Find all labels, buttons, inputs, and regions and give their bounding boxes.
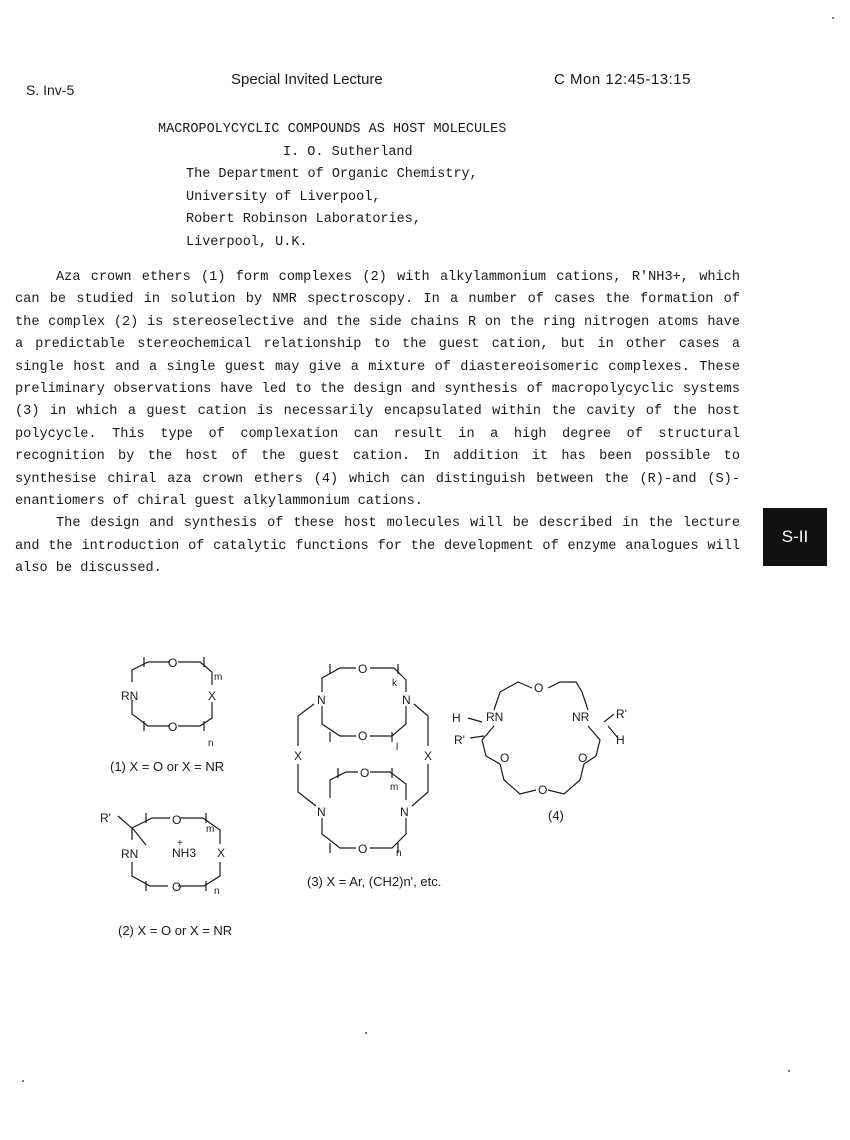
affiliation-line-3: Robert Robinson Laboratories, [186, 212, 421, 227]
s4-r-right: R' [616, 707, 627, 721]
session-time: C Mon 12:45-13:15 [554, 71, 691, 88]
s4-r-left: R' [454, 733, 465, 747]
s3-o-4: O [358, 842, 368, 856]
s2-nh3-label: NH3 [172, 846, 197, 860]
s3-n-upper-left: N [317, 693, 326, 707]
paper-title: MACROPOLYCYCLIC COMPOUNDS AS HOST MOLECULES [158, 122, 507, 137]
s3-o-1: O [358, 662, 368, 676]
s1-caption: (1) X = O or X = NR [110, 759, 225, 774]
lecture-type: Special Invited Lecture [231, 71, 383, 88]
affiliation-line-1: The Department of Organic Chemistry, [186, 167, 478, 182]
chemical-structures-figure [0, 640, 850, 950]
s3-m-label: m [390, 782, 399, 793]
affiliation-line-2: University of Liverpool, [186, 190, 381, 205]
s2-x-label: X [217, 846, 226, 860]
s4-nr-label: NR [572, 710, 590, 724]
s3-x-left: X [294, 749, 303, 763]
s4-o-left: O [500, 751, 510, 765]
abstract-paragraph-2: The design and synthesis of these host molecules will be described in the lecture and the introduction of catalytic functions for the development of enzyme analogues will also be discussed. [15, 516, 740, 577]
section-tab: S-II [763, 508, 827, 566]
s3-l-label: l [396, 742, 399, 753]
s1-rn-label: RN [121, 689, 139, 703]
s1-o-top-label: O [168, 656, 178, 670]
s1-x-label: X [208, 689, 217, 703]
abstract-paragraph-1: Aza crown ethers (1) form complexes (2) with alkylammonium cations, R'NH3+, which can be studied in solution by NMR spectroscopy. In a number of cases the formation of the complex (2) is stereoselective and the side chains R on the ring nitrogen atoms have a predictable stereochemical relationship to the guest cation, but in other cases a single host and a single guest may give a mixture of diastereoisomeric complexes. These preliminary observations have led to the design and synthesis of macropolycyclic systems (3) in which a guest cation is necessarily encapsulated within the cavity of the host polycycle. This type of complexation can result in a high degree of structural recognition by the host of the guest cation. In addition it has been possible to synthesise chiral aza crown ethers (4) which can distinguish between the (R)-and (S)-enantiomers of chiral guest alkylammonium cations. [15, 270, 740, 510]
s2-plus-sign: + [177, 838, 183, 849]
s3-n-lower-right: N [400, 805, 409, 819]
s3-o-3: O [360, 766, 370, 780]
s3-n-upper-right: N [402, 693, 411, 707]
s3-caption: (3) X = Ar, (CH2)n', etc. [307, 874, 442, 889]
s4-o-right: O [578, 751, 588, 765]
author: I. O. Sutherland [283, 145, 413, 160]
s2-caption: (2) X = O or X = NR [118, 923, 233, 938]
s3-n-label: n [396, 848, 402, 859]
s4-caption: (4) [548, 808, 564, 823]
s1-n-label: n [208, 738, 214, 749]
s3-k-label: k [392, 678, 397, 689]
s3-o-2: O [358, 729, 368, 743]
scan-speck [22, 1080, 24, 1082]
abstract [15, 267, 740, 581]
s4-o-top: O [534, 681, 544, 695]
s2-r-label: R' [100, 811, 111, 825]
s4-h-left: H [452, 711, 461, 725]
s2-o-bottom-label: O [172, 880, 182, 894]
s2-rn-label: RN [121, 847, 139, 861]
s4-o-bottom: O [538, 783, 548, 797]
affiliation-line-4: Liverpool, U.K. [186, 235, 308, 250]
s4-rn-label: RN [486, 710, 504, 724]
lecture-code: S. Inv-5 [26, 82, 75, 98]
scan-speck [832, 17, 834, 19]
s1-m-label: m [214, 672, 223, 683]
s2-o-top-label: O [172, 813, 182, 827]
s2-m-label: m [206, 824, 215, 835]
s2-n-label: n [214, 886, 220, 897]
s3-x-right: X [424, 749, 433, 763]
scan-speck [365, 1032, 367, 1034]
structure-4-drawing [468, 682, 618, 794]
s3-n-lower-left: N [317, 805, 326, 819]
s4-h-right: H [616, 733, 625, 747]
s1-o-bottom-label: O [168, 720, 178, 734]
scan-speck [788, 1070, 790, 1072]
